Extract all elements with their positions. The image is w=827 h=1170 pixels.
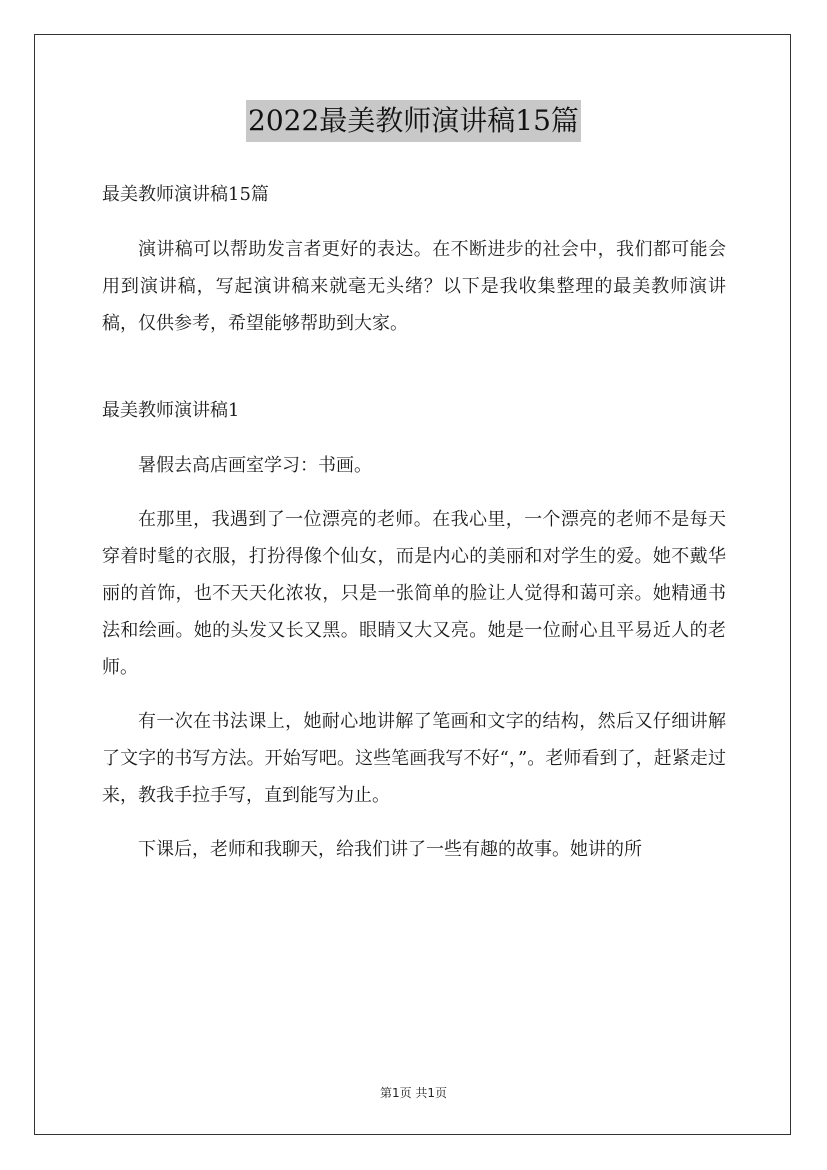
intro-paragraph: 演讲稿可以帮助发言者更好的表达。在不断进步的社会中，我们都可能会用到演讲稿，写起演讲稿来就毫无头绪？以下是我收集整理的最美教师演讲稿，仅供参考，希望能够帮助到大家。	[102, 239, 726, 334]
document-title: 2022最美教师演讲稿15篇	[246, 100, 581, 142]
document-body	[102, 176, 726, 868]
title-container	[0, 100, 827, 142]
body-paragraph: 下课后，老师和我聊天，给我们讲了一些有趣的故事。她讲的所	[138, 839, 642, 860]
body-paragraph: 有一次在书法课上，她耐心地讲解了笔画和文字的结构，然后又仔细讲解了文字的书写方法。开始写吧。这些笔画我写不好“，”。老师看到了，赶紧走过来，教我手拉手写，直到能写为止。	[102, 711, 726, 806]
section-heading: 最美教师演讲稿1	[102, 400, 240, 421]
body-paragraph: 在那里，我遇到了一位漂亮的老师。在我心里，一个漂亮的老师不是每天穿着时髦的衣服，打扮得像个仙女，而是内心的美丽和对学生的爱。她不戴华丽的首饰，也不天天化浓妆，只是一张简单的脸让人觉得和蔼可亲。她精通书法和绘画。她的头发又长又黑。眼睛又大又亮。她是一位耐心且平易近人的老师。	[102, 509, 726, 678]
page-footer: 第1页 共1页	[379, 1086, 448, 1100]
document-subtitle: 最美教师演讲稿15篇	[102, 184, 269, 205]
body-paragraph: 暑假去高店画室学习：书画。	[138, 455, 372, 476]
